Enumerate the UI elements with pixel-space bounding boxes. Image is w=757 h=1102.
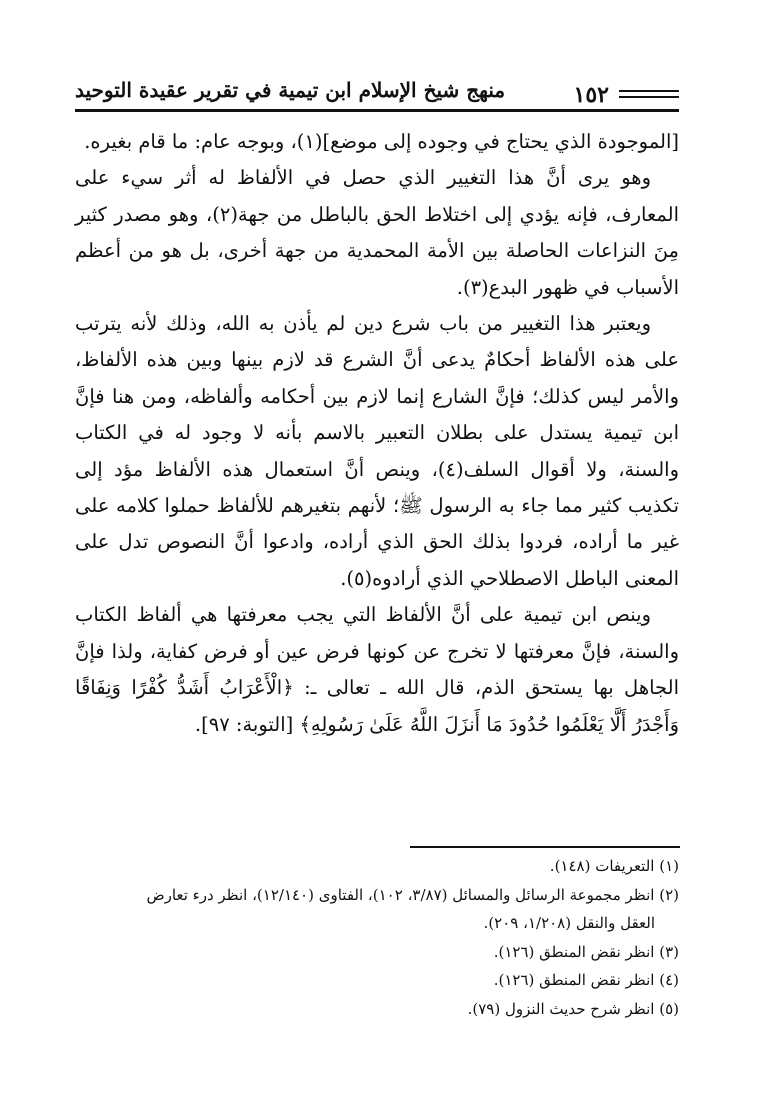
footnote-2-continued: العقل والنقل (١/٢٠٨، ٢٠٩).	[483, 914, 655, 932]
footnote-5: (٥) انظر شرح حديث النزول (٧٩).	[467, 999, 679, 1018]
paragraph-2: وهو يرى أنَّ هذا التغيير الذي حصل في الألفاظ له أثر سيء على المعارف، فإنه يؤدي إلى اختلاط الحق بالباطل من جهة(٢)، وهو مصدر كثير مِنَ النزاعات الحاصلة بين الأمة المحمدية من جهة أخرى، بل هو من أعظم الأسباب في ظهور البدع(٣).	[75, 166, 680, 299]
paragraph-3: ويعتبر هذا التغيير من باب شرع دين لم يأذن به الله، وذلك لأنه يترتب على هذه الألفاظ أحكامٌ يدعى أنَّ الشرع قد لازم بينها وبين هذه الألفاظ، والأمر ليس كذلك؛ فإنَّ الشارع إنما لازم بين أحكامه وألفاظه، ومن هنا فإنَّ ابن تيمية يستدل على بطلان التعبير بالاسم بأنه لا وجود له في الكتاب والسنة، ولا أقوال السلف(٤)، وينص أنَّ استعمال هذه الألفاظ مؤد إلى تكذيب كثير مما جاء به الرسول ﷺ؛ لأنهم بتغيرهم للألفاظ حملوا كلامه على غير ما أراده، فردوا بذلك الحق الذي أراده، وادعوا أنَّ النصوص تدل على المعنى الباطل الاصطلاحي الذي أرادوه(٥).	[75, 312, 680, 590]
footnote-1: (١) التعريفات (١٤٨).	[549, 857, 679, 875]
page-number-rule	[619, 90, 679, 98]
header-rule	[75, 109, 679, 112]
paragraph-4: وينص ابن تيمية على أنَّ الألفاظ التي يجب معرفتها هي ألفاظ الكتاب والسنة، فإنَّ معرفتها لا تخرج عن كونها فرض عين أو فرض كفاية، ولذا فإنَّ الجاهل بها يستحق الذم، قال الله ـ تعالى ـ: ﴿الْأَعْرَابُ أَشَدُّ كُفْرًا وَنِفَاقًا وَأَجْدَرُ أَلَّا يَعْلَمُوا حُدُودَ مَا أَنزَلَ اللَّهُ عَلَىٰ رَسُولِهِ﴾ [التوبة: ٩٧].	[75, 603, 679, 736]
footnotes	[75, 852, 679, 1023]
paragraph-1: [الموجودة الذي يحتاج في وجوده إلى موضع](١)، وبوجه عام: ما قام بغيره.	[84, 130, 679, 153]
page-header	[75, 76, 679, 112]
footnote-4: (٤) انظر نقض المنطق (١٢٦).	[493, 971, 679, 989]
page-number: ١٥٢	[573, 82, 609, 108]
running-title: منهج شيخ الإسلام ابن تيمية في تقرير عقيدة التوحيد	[75, 78, 506, 102]
footnote-separator	[410, 846, 680, 848]
footnote-2: (٢) انظر مجموعة الرسائل والمسائل (٣/٨٧، ١٠٢)، الفتاوى (١٢/١٤٠)، انظر درء تعارض	[146, 885, 679, 904]
main-text	[75, 124, 679, 743]
footnote-3: (٣) انظر نقض المنطق (١٢٦).	[493, 942, 679, 961]
